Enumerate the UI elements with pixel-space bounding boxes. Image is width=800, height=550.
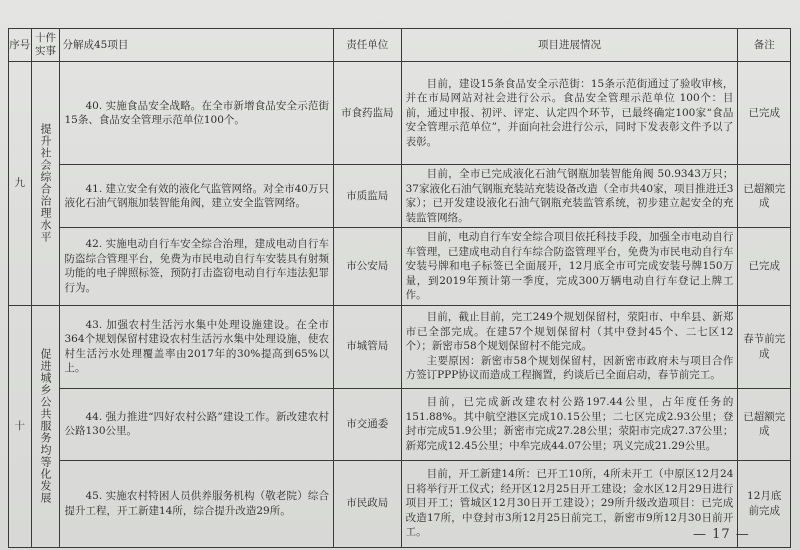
note-cell: 已完成 (738, 228, 791, 306)
progress-cell (401, 460, 738, 547)
table-row (9, 388, 791, 460)
header-unit: 责任单位 (334, 29, 402, 62)
progress-table (8, 28, 791, 548)
progress-text: 目前，建设15条食品安全示范街：15条示范街通过了验收审核，并在市局网站对社会进行公示。食品安全管理示范单位 100个：目前，通过申报、初评、评定、认定四个环节，已最终确定100家“食品安全管理示范单位”，并面向社会进行公示，同时下发表彰文件予以了表彰。 (405, 77, 734, 148)
note-cell: 已完成 (738, 62, 791, 165)
group-task: 促进城乡公共服务均等化发展 (38, 348, 52, 504)
header-task: 十件实事 (31, 29, 60, 62)
item-text: 41. 建立安全有效的液化气监管网络。对全市40万只液化石油气钢瓶加装智能角阀，建立安全监管网络。 (60, 165, 334, 228)
table-row (9, 62, 791, 165)
progress-text: 目前，全市已完成液化石油气钢瓶加装智能角阀 50.9343万只；37家液化石油气钢瓶充装站充装设备改造（全市共40家，项目推进迁3家）；已开发建设液化石油气钢瓶充装监管系统，初步建立起安全的充装监管网络。 (405, 168, 734, 224)
note-cell: 已超额完成 (738, 388, 791, 460)
table-row (9, 165, 791, 228)
progress-text: 目前，截止目前，完工249个规划保留村，荥阳市、中牟县、新郑市已全部完成。在建57个规划保留村（其中登封45个、二七区12个）；新密市58个规划保留村不能完成。 (405, 311, 734, 353)
group-number: 十 (9, 305, 32, 547)
item-text: 40. 实施食品安全战略。在全市新增食品安全示范街15条、食品安全管理示范单位100个。 (60, 62, 334, 165)
note-cell: 春节前完成 (738, 305, 791, 388)
item-text: 43. 加强农村生活污水集中处理设施建设。在全市364个规划保留村建设农村生活污水集中处理设施，使农村生活污水处理覆盖率由2017年的30%提高到65%以上。 (60, 305, 334, 388)
table-row (9, 305, 791, 388)
responsible-unit: 市民政局 (334, 460, 402, 547)
note-cell: 已超额完成 (738, 165, 791, 228)
page-number: — 17 — (693, 527, 750, 542)
item-text: 45. 实施农村特困人员供养服务机构（敬老院）综合提升工程，开工新建14所，综合提升改造29所。 (60, 460, 334, 547)
header-progress: 项目进展情况 (401, 29, 738, 62)
responsible-unit: 市交通委 (334, 388, 402, 460)
progress-cell (401, 305, 738, 388)
progress-cell (401, 62, 738, 165)
header-no: 序号 (9, 29, 32, 62)
progress-text: 目前，电动自行车安全综合项目依托科技手段，加强全市电动自行车管理，已建成电动自行车综合防盗管理平台，免费为市民电动自行车安装号牌和电子标签已全面展开，12月底全市可完成安装号牌150万量，到2019年预计第一季度，完成300万辆电动自行车登记上牌工作。 (405, 231, 734, 301)
progress-text: 目前，开工新建14所：已开工10所，4所未开工（中原区12月24日将举行开工仪式；经开区12月25日开工建设；金水区12月29日进行项目开工；管城区12月30日开工建设）；29所升级改造项目：已完成改造17所，中登封市3所12月25日前完工，新密市9所12月30日前开工。 (405, 468, 734, 539)
table-header-row (9, 29, 791, 62)
note-cell: 12月底前完成 (738, 460, 791, 547)
progress-cell (401, 228, 738, 306)
progress-text: 目前，已完成新改建农村公路197.44公里，占年度任务的151.88%。其中航空港区完成10.15公里；二七区完成2.93公里；登封市完成51.9公里；新密市完成27.28公里；荥阳市完成27.37公里；新郑完成12.45公里；中牟完成44.07公里；巩义完成21.29公里。 (405, 396, 734, 452)
progress-cell (401, 165, 738, 228)
group-number: 九 (9, 62, 32, 306)
group-task: 提升社会综合治理水平 (38, 123, 52, 244)
progress-cell (401, 388, 738, 460)
header-item: 分解成45项目 (60, 29, 334, 62)
responsible-unit: 市城管局 (334, 305, 402, 388)
table-row (9, 228, 791, 306)
responsible-unit: 市食药监局 (334, 62, 402, 165)
responsible-unit: 市质监局 (334, 165, 402, 228)
progress-reason-text: 主要原因：新密市58个规划保留村，因新密市政府未与项目合作方签订PPP协议而造成工程搁置，约谈后已全面启动，春节前完工。 (405, 354, 734, 382)
table-row (9, 460, 791, 547)
responsible-unit: 市公安局 (334, 228, 402, 306)
header-note: 备注 (738, 29, 791, 62)
item-text: 42. 实施电动自行车安全综合治理，建成电动自行车防盗综合管理平台，免费为市民电动自行车安装具有射频功能的电子牌照标签，预防打击盗窃电动自行车违法犯罪行为。 (60, 228, 334, 306)
item-text: 44. 强力推进“四好农村公路”建设工作。新改建农村公路130公里。 (60, 388, 334, 460)
